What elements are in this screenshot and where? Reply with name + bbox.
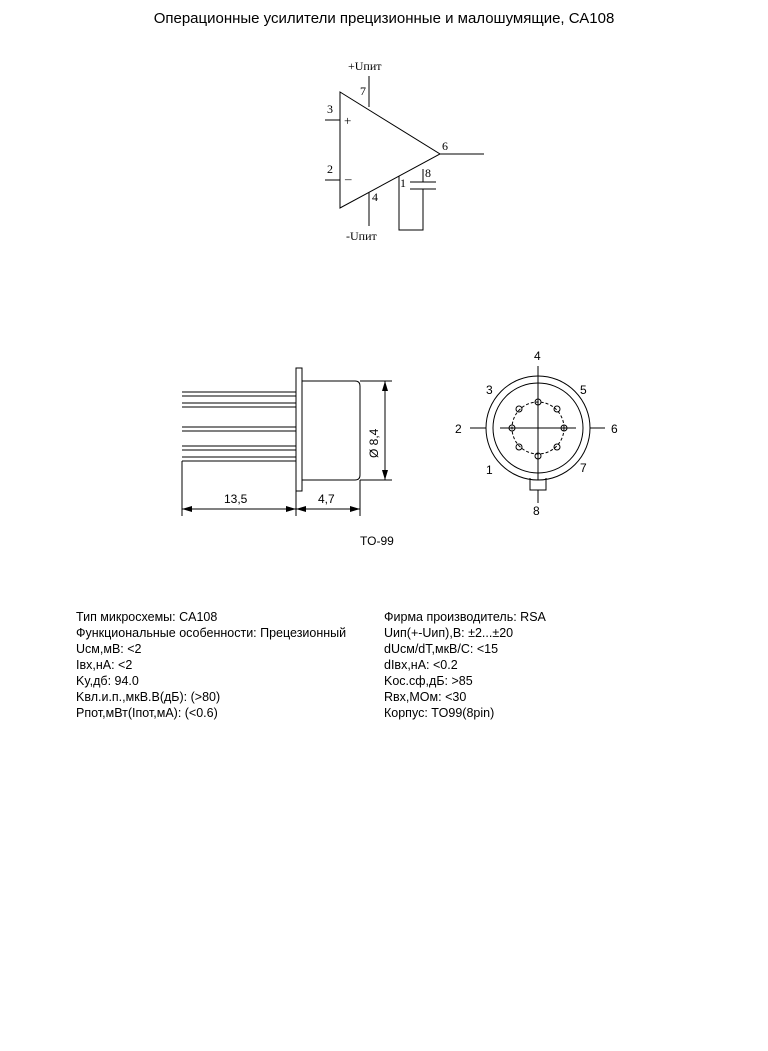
pin-label-7: 7	[360, 84, 366, 98]
spec-package: Корпус: TO99(8pin)	[384, 706, 495, 720]
specs-left-column	[76, 609, 346, 721]
pin-label-6: 6	[442, 139, 448, 153]
spec-input-offset-current: dIвх,нА: <0.2	[384, 658, 458, 672]
pin-label-8: 8	[425, 166, 431, 180]
spec-input-resistance: Rвх,MOм: <30	[384, 690, 467, 704]
pinout-label-2: 2	[455, 422, 462, 436]
spec-gain: Ky,дб: 94.0	[76, 674, 139, 688]
noninverting-sign: +	[344, 113, 352, 128]
pinout-labels	[455, 349, 618, 518]
package-side-view	[182, 368, 392, 516]
pinout-label-7: 7	[580, 461, 587, 475]
dimension-lead-length: 13,5	[224, 492, 248, 506]
spec-chip-type: Тип микросхемы: CA108	[76, 610, 218, 624]
specs-right-column	[384, 609, 546, 721]
spec-manufacturer: Фирма производитель: RSA	[384, 610, 546, 624]
pin-label-3: 3	[327, 102, 333, 116]
pinout-label-5: 5	[580, 383, 587, 397]
dimension-diameter: Ø 8,4	[367, 428, 381, 458]
spec-psrr: Kвл.и.п.,мкВ.В(дБ): (>80)	[76, 690, 221, 704]
opamp-labels	[327, 59, 448, 243]
spec-offset-voltage: Uсм,мВ: <2	[76, 642, 142, 656]
spec-cmrr: Kос.сф,дБ: >85	[384, 674, 473, 688]
opamp-triangle	[340, 92, 440, 208]
spec-supply-voltage: Uип(+-Uип),В: ±2...±20	[384, 626, 514, 640]
pin-label-1: 1	[400, 176, 406, 190]
pin-label-4: 4	[372, 190, 378, 204]
spec-power: Pпот,мВт(Iпот,мА): (<0.6)	[76, 706, 218, 720]
inverting-sign: –	[345, 171, 352, 186]
supply-positive-label: +Uпит	[348, 59, 382, 73]
supply-negative-label: -Uпит	[346, 229, 377, 243]
page-title: Операционные усилители прецизионные и малошумящие, СА108	[153, 10, 615, 27]
pin-label-2: 2	[327, 162, 333, 176]
package-name: TO-99	[360, 534, 394, 548]
pinout-label-8: 8	[533, 504, 540, 518]
pinout-label-4: 4	[534, 349, 541, 363]
pinout-label-1: 1	[486, 463, 493, 477]
spec-offset-drift: dUсм/dT,мкВ/C: <15	[384, 642, 499, 656]
pinout-label-3: 3	[486, 383, 493, 397]
spec-input-current: Iвх,нА: <2	[76, 658, 133, 672]
dimension-body-length: 4,7	[318, 492, 335, 506]
pinout-label-6: 6	[611, 422, 618, 436]
opamp-schematic	[325, 76, 484, 230]
spec-features: Функциональные особенности: Прецезионный	[76, 626, 347, 640]
